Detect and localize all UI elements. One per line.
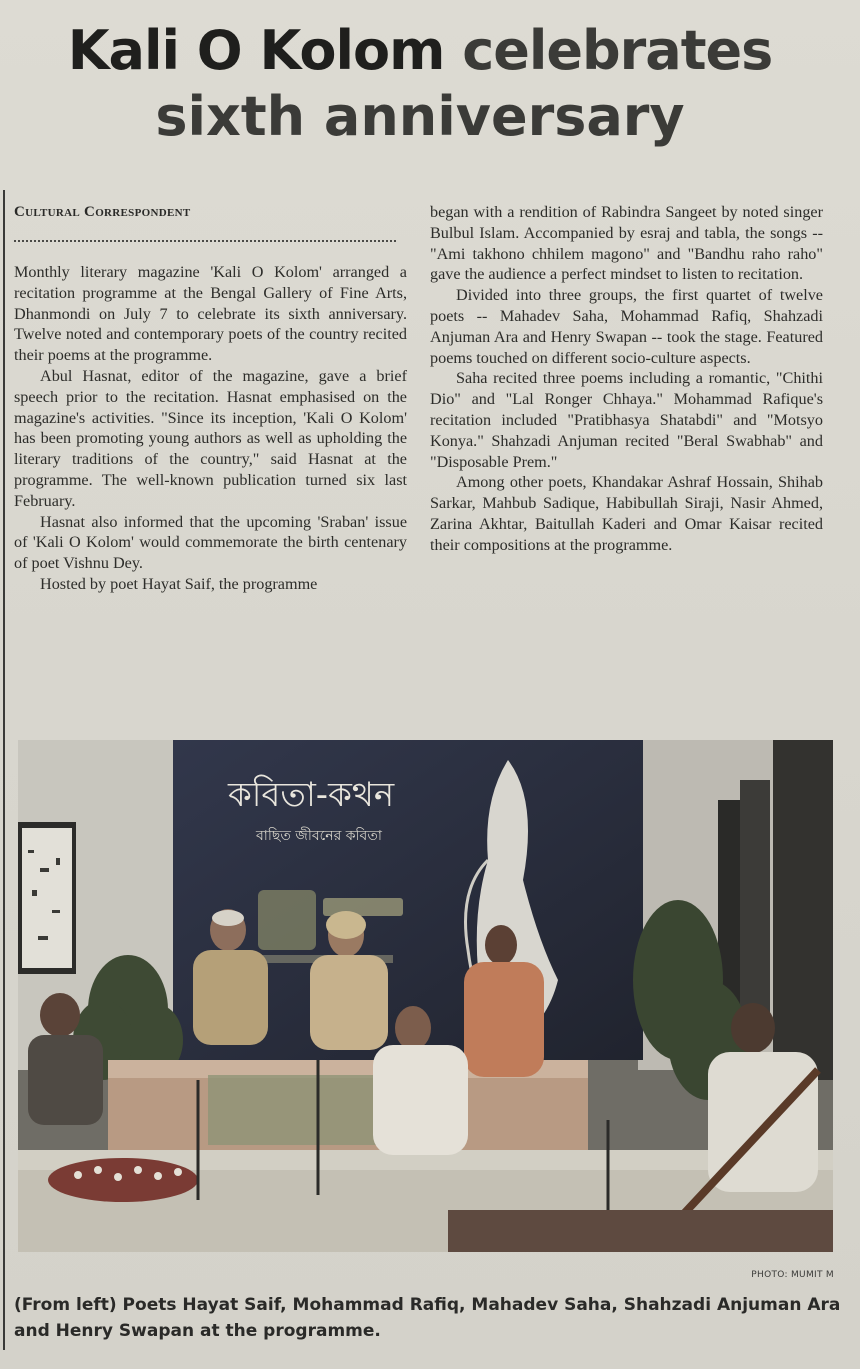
photo-caption: (From left) Poets Hayat Saif, Mohammad Rafiq, Mahadev Saha, Shahzadi Anjuman Ara and Henry Swapan at the programme. — [14, 1295, 841, 1341]
paragraph: Divided into three groups, the first quartet of twelve poets -- Mahadev Saha, Mohammad Rafiq, Shahzadi Anjuman Ara and Henry Swapan -- took the stage. Featured poems touched on different socio-culture aspects. — [430, 286, 823, 367]
column-rule — [3, 190, 5, 1350]
event-photo — [18, 740, 833, 1252]
paragraph: Abul Hasnat, editor of the magazine, gave a brief speech prior to the recitation. Hasnat emphasised on the magazine's activities. "Since its inception, 'Kali O Kolom' has been promoting young authors as well as upholding the literary traditions of the country," said Hasnat at the programme. The well-known publication turned six last February. — [14, 366, 407, 510]
article-column-1 — [14, 262, 407, 595]
byline-divider — [14, 240, 396, 242]
paragraph: Monthly literary magazine 'Kali O Kolom' arranged a recitation programme at the Bengal Gallery of Fine Arts, Dhanmondi on July 7 to celebrate its sixth anniversary. Twelve noted and contemporary poets of the country recited their poems at the programme. — [14, 263, 407, 365]
paragraph: Among other poets, Khandakar Ashraf Hossain, Shihab Sarkar, Mahbub Sadique, Habibullah Siraji, Nasir Ahmed, Zarina Akhtar, Baitullah Kaderi and Omar Kaisar recited their compositions at the programme. — [430, 473, 823, 554]
headline-line-1 — [20, 18, 820, 84]
banner-title: কবিতা-কথন — [228, 775, 395, 815]
byline: Cultural Correspondent — [14, 204, 191, 220]
photo-credit: PHOTO: MUMIT M — [751, 1270, 834, 1280]
article-column-2 — [430, 202, 823, 556]
paragraph: began with a rendition of Rabindra Sangeet by noted singer Bulbul Islam. Accompanied by esraj and tabla, the songs -- "Ami takhono chhilem magono" and "Bandhu raho raho" gave the audience a perfect mindset to listen to recitation. — [430, 203, 823, 284]
headline-bold: Kali O Kolom — [67, 19, 445, 82]
headline-rest: celebrates — [462, 19, 773, 82]
photo-illustration — [18, 740, 833, 1252]
paragraph: Hosted by poet Hayat Saif, the programme — [40, 574, 318, 593]
banner-subtitle: বাছিত জীবনের কবিতা — [256, 828, 382, 844]
paragraph: Hasnat also informed that the upcoming 'Sraban' issue of 'Kali O Kolom' would commemorate the birth centenary of poet Vishnu Dey. — [14, 512, 407, 573]
headline-line-2: sixth anniversary — [155, 85, 685, 148]
paragraph: Saha recited three poems including a romantic, "Chithi Dio" and "Lal Ronger Chhaya." Mohammad Rafique's recitation included "Pratibhasya Shatabdi" and "Motsyo Konya." Shahzadi Anjuman recited "Beral Swabhab" and "Disposable Prem." — [430, 369, 823, 471]
headline — [20, 18, 820, 150]
